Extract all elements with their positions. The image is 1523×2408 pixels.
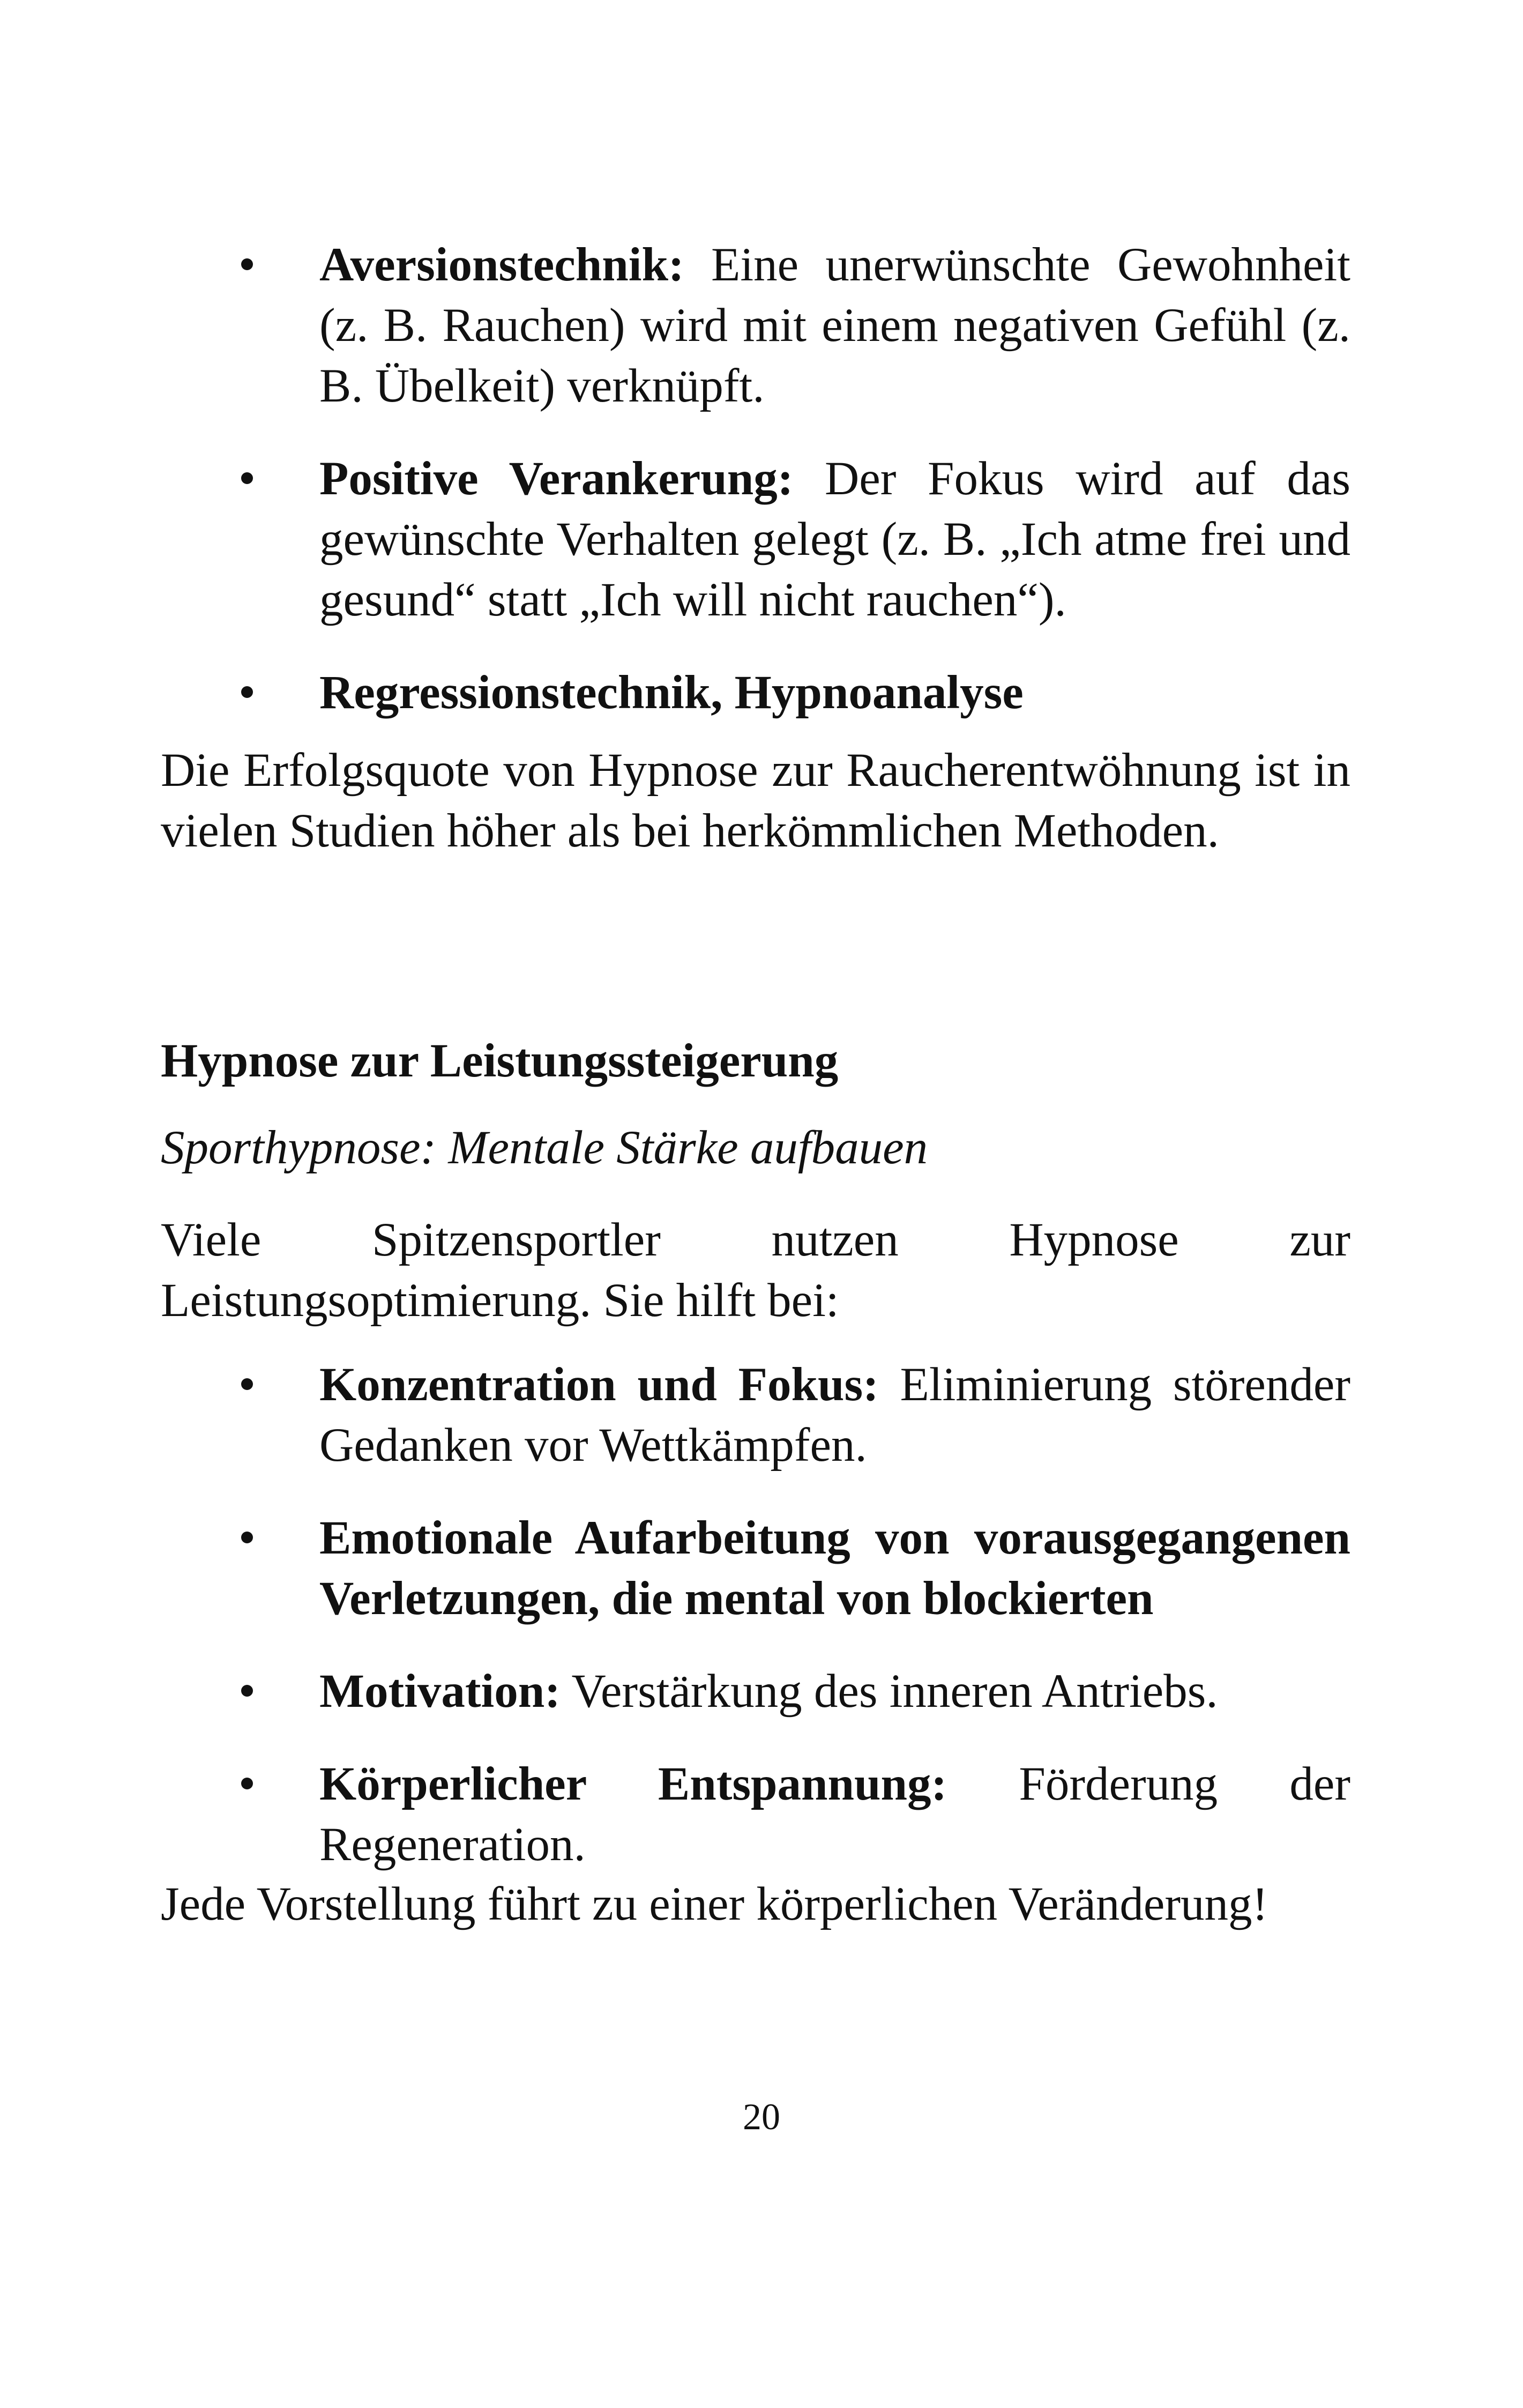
benefits-list (161, 1355, 1350, 1875)
bullet-icon (241, 1378, 253, 1390)
list-item-term: Regressionstechnik, Hypnoanalyse (319, 666, 1024, 719)
list-item (161, 1754, 1350, 1875)
list-item-text: Eliminierung störender Gedanken vor Wettkämpfen. (319, 1358, 1350, 1471)
list-item (161, 1508, 1350, 1629)
list-item-term: Emotionale Aufarbeitung von vorausgegangenen Verletzungen, die mental von blockierten (319, 1512, 1350, 1625)
list-item-text: Der Fokus wird auf das gewünschte Verhalten gelegt (z. B. „Ich atme frei und gesund“ statt „Ich will nicht rauchen“). (319, 452, 1351, 626)
bullet-icon (241, 686, 253, 698)
technique-list (161, 235, 1350, 723)
list-item-term: Positive Verankerung: (319, 452, 794, 505)
page-number: 20 (743, 2097, 780, 2138)
bullet-icon (241, 1778, 253, 1789)
list-item (161, 1355, 1350, 1476)
list-item (161, 1661, 1350, 1722)
athletes-paragraph: Viele Spitzensportler nutzen Hypnose zur Leistungsoptimierung. Sie hilft bei: (161, 1214, 1350, 1327)
bullet-icon (241, 1532, 253, 1543)
list-item (161, 235, 1350, 417)
bullet-icon (241, 258, 253, 270)
section-heading: Hypnose zur Leistungssteigerung (161, 1035, 839, 1087)
bullet-icon (241, 472, 253, 484)
list-item-text: Verstärkung des inneren Antriebs. (560, 1665, 1218, 1718)
section-subheading: Sporthypnose: Mentale Stärke aufbauen (161, 1121, 928, 1174)
success-rate-paragraph: Die Erfolgsquote von Hypnose zur Raucherentwöhnung ist in vielen Studien höher als bei herkömmlichen Methoden. (161, 744, 1350, 857)
bullet-icon (241, 1685, 253, 1697)
list-item (161, 663, 1350, 723)
list-item-text: Eine unerwünschte Gewohnheit (z. B. Rauchen) wird mit einem negativen Gefühl (z. B. Übelkeit) verknüpft. (319, 239, 1350, 412)
list-item-term: Konzentration und Fokus: (319, 1358, 879, 1411)
closing-paragraph: Jede Vorstellung führt zu einer körperlichen Veränderung! (161, 1878, 1268, 1930)
list-item (161, 449, 1350, 630)
list-item-term: Aversionstechnik: (319, 239, 684, 291)
list-item-text: Förderung der Regeneration. (319, 1758, 1350, 1871)
list-item-term: Körperlicher Entspannung: (319, 1758, 947, 1810)
list-item-term: Motivation: (319, 1665, 561, 1718)
